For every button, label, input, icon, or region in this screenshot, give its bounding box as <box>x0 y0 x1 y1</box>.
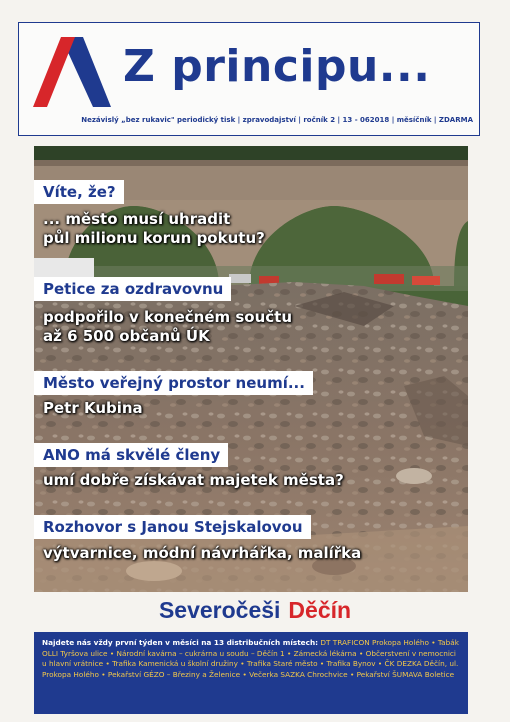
logo-a-icon <box>33 37 111 107</box>
headline-title: ANO má skvělé členy <box>34 443 228 467</box>
headline-subtitle: půl milionu korun pokutu? <box>43 229 265 247</box>
region-banner <box>0 597 510 624</box>
headline-subtitle: výtvarnice, módní návrhářka, malířka <box>43 544 362 562</box>
headline-subtitle: umí dobře získávat majetek města? <box>43 471 344 489</box>
headline-title: Petice za ozdravovnu <box>34 277 231 301</box>
headline-title: Město veřejný prostor neumí... <box>34 371 313 395</box>
cover-photo <box>34 146 468 592</box>
city-name: Děčín <box>288 597 352 623</box>
headline-subtitle: až 6 500 občanů ÚK <box>43 327 210 345</box>
distribution-lead: Najdete nás vždy první týden v měsíci na 13 distribučních místech: <box>42 638 319 647</box>
headline-title: Víte, že? <box>34 180 124 204</box>
distribution-box <box>34 632 468 714</box>
headline-subtitle: podpořilo v konečném součtu <box>43 308 293 326</box>
masthead-title: Z principu... <box>123 41 431 92</box>
masthead-subline: Nezávislý „bez rukavic" periodický tisk | zpravodajství | ročník 2 | 13 - 062018 | měsíčník | ZDARMA <box>81 116 473 124</box>
region-name: Severočeši <box>158 597 281 623</box>
distribution-locations: DT TRAFICON Prokopa Holého • Tabák OLLI Tyršova ulice • Národní kavárna – cukrárna u soudu – Děčín 1 • Zámecká lékárna • Občerstvení v nemocnici u hlavní vrátnice • Trafika Kamenická u školní družiny • Trafika Staré město • Trafika Bynov • ČK DEZKA Děčín, ul. Prokopa Holého • Pekařství GÉZO – Březiny a Želenice • Večerka SAZKA Chrochvice • Pekařství ŠUMAVA Boletice <box>42 638 459 679</box>
headline-subtitle: Petr Kubina <box>43 399 143 417</box>
headline-subtitle: ... město musí uhradit <box>43 210 231 228</box>
masthead <box>18 22 480 136</box>
headline-title: Rozhovor s Janou Stejskalovou <box>34 515 311 539</box>
